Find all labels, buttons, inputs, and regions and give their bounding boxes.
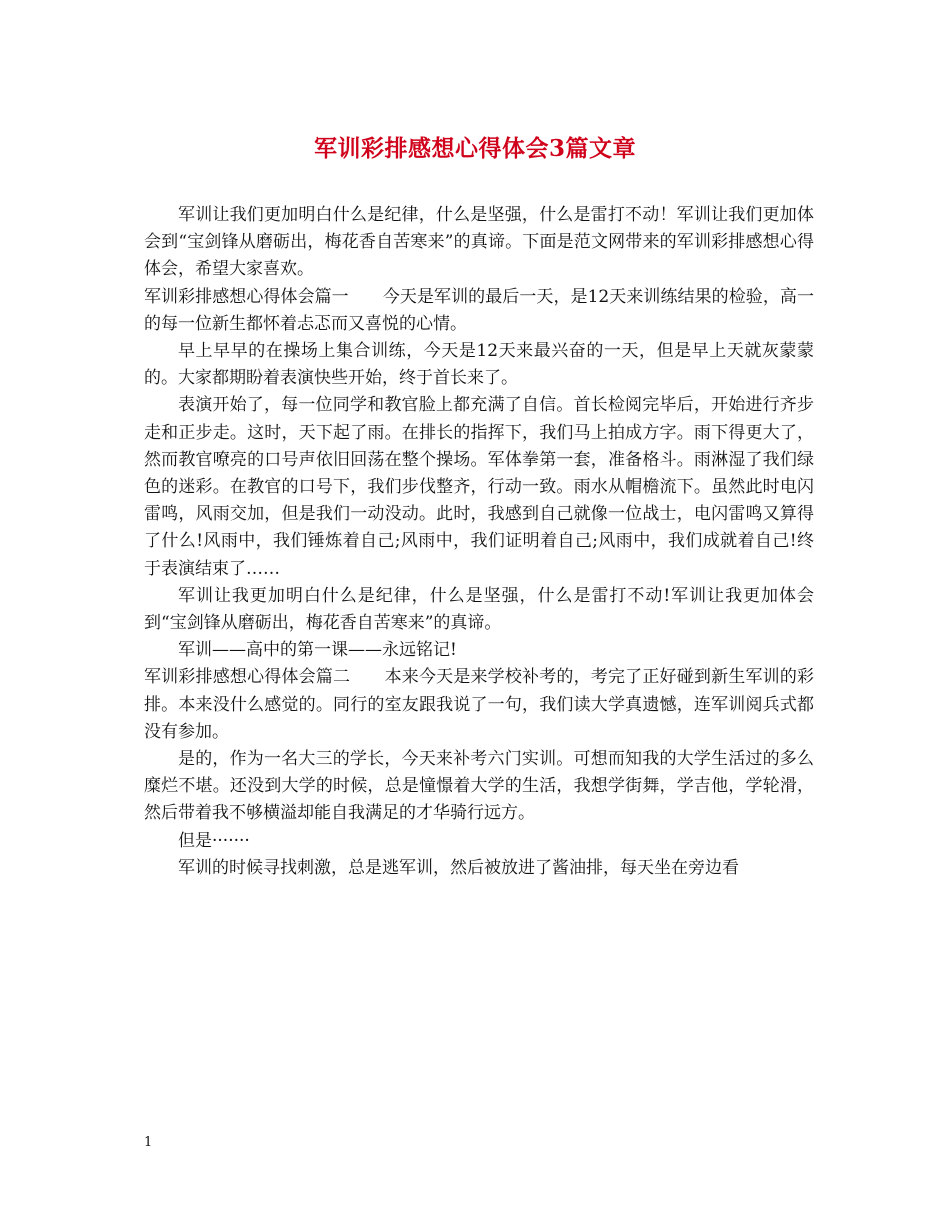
paragraph: 军训——高中的第一课——永远铭记! bbox=[178, 640, 457, 661]
paragraph: 但是······· bbox=[178, 830, 250, 851]
paragraph: 军训让我更加明白什么是纪律，什么是坚强，什么是雷打不动!军训让我更加体会到“宝剑锋从磨砺出，梅花香自苦寒来”的真谛。 bbox=[144, 585, 814, 634]
paragraph-article-two-heading: 军训彩排感想心得体会篇二 本来今天是来学校补考的，考完了正好碰到新生军训的彩排。本来没什么感觉的。同行的室友跟我说了一句，我们读大学真遗憾，连军训阅兵式都没有参加。 bbox=[144, 667, 814, 742]
page-number: 1 bbox=[144, 1135, 153, 1150]
paragraph: 表演开始了，每一位同学和教官脸上都充满了自信。首长检阅完毕后，开始进行齐步走和正步走。这时，天下起了雨。在排长的指挥下，我们马上拍成方字。雨下得更大了，然而教官嘹亮的口号声依旧回荡在整个操场。军体拳第一套，准备格斗。雨淋湿了我们绿色的迷彩。在教官的口号下，我们步伐整齐，行动一致。雨水从帽檐流下。虽然此时电闪雷鸣，风雨交加，但是我们一动没动。此时，我感到自己就像一位战士，电闪雷鸣又算得了什么!风雨中，我们锤炼着自己;风雨中，我们证明着自己;风雨中，我们成就着自己!终于表演结束了…… bbox=[144, 395, 814, 579]
paragraph: 军训的时候寻找刺激，总是逃军训，然后被放进了酱油排，每天坐在旁边看 bbox=[178, 857, 739, 878]
paragraph: 早上早早的在操场上集合训练，今天是12天来最兴奋的一天，但是早上天就灰蒙蒙的。大家都期盼着表演快些开始，终于首长来了。 bbox=[144, 341, 814, 389]
paragraph-intro: 军训让我们更加明白什么是纪律，什么是坚强，什么是雷打不动！军训让我们更加体会到“宝剑锋从磨砺出，梅花香自苦寒来”的真谛。下面是范文网带来的军训彩排感想心得体会，希望大家喜欢。 bbox=[144, 205, 814, 280]
document-title: 军训彩排感想心得体会3篇文章 bbox=[313, 135, 636, 162]
paragraph-article-one-heading: 军训彩排感想心得体会篇一 今天是军训的最后一天，是12天来训练结果的检验，高一的每一位新生都怀着忐忑而又喜悦的心情。 bbox=[144, 286, 814, 334]
paragraph: 是的，作为一名大三的学长，今天来补考六门实训。可想而知我的大学生活过的多么糜烂不堪。还没到大学的时候，总是憧憬着大学的生活，我想学街舞，学吉他，学轮滑，然后带着我不够横溢却能自我满足的才华骑行远方。 bbox=[144, 749, 814, 824]
document-body bbox=[144, 202, 814, 882]
